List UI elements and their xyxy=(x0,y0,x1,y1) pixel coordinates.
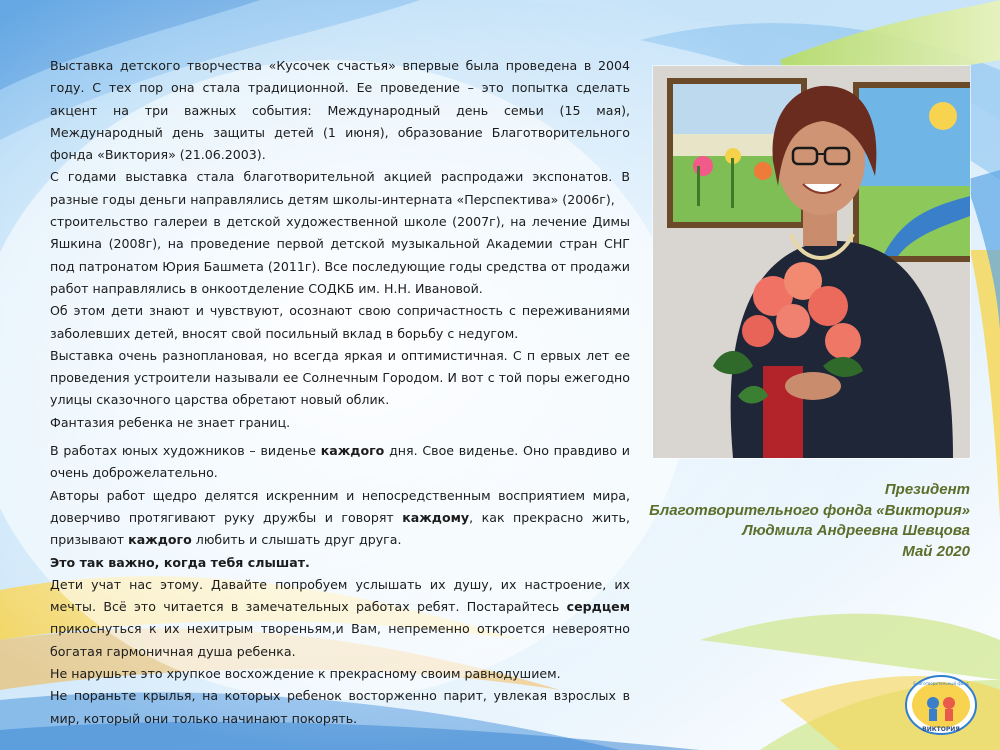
paragraph-6: Фантазия ребенка не знает границ. xyxy=(50,414,291,430)
caption-date: Май 2020 xyxy=(902,542,970,560)
signature-caption xyxy=(649,480,970,562)
logo-arc-text: Благотворительный фонд xyxy=(913,681,969,686)
caption-person-name: Людмила Андреевна Шевцова xyxy=(742,522,970,539)
paragraph-2: С годами выставка стала благотворительной акцией распродажи экспонатов. В разные годы деньги направлялись детям школы-интерната «Перспектива» (2006г), xyxy=(50,169,630,207)
paragraph-11: Не нарушьте это хрупкое восхождение к прекрасному своим равнодушием. xyxy=(50,666,561,682)
article-text xyxy=(50,55,630,730)
paragraph-10: Дети учат нас этому. Давайте попробуем услышать их душу, их настроение, их мечты. Всё это читается в замечательных работах ребят. Постарайтесь сердцем прикоснуться к их нехитрым твореньям,и Вам, непременно откроется невероятно богатая гармоничная душа ребенка. xyxy=(50,576,630,659)
paragraph-7: В работах юных художников – виденье каждого дня. Свое виденье. Оно правдиво и очень доброжелательно. xyxy=(50,443,630,481)
paragraph-12: Не пораньте крылья, на которых ребенок восторженно парит, увлекая взрослых в мир, который они только начинают покорять. xyxy=(50,688,630,726)
portrait-photo xyxy=(653,66,970,458)
emphasis: сердцем xyxy=(566,599,630,615)
paragraph-4: Об этом дети знают и чувствуют, осознают свою сопричастность с переживаниями заболевших детей, вносят свой посильный вклад в борьбу с недугом. xyxy=(50,303,630,341)
caption-title: Президент xyxy=(884,481,970,498)
paragraph-3: строительство галереи в детской художественной школе (2007г), на лечение Димы Яшкина (2008г), на проведение первой детской музыкальной Академии стран СНГ под патронатом Юрия Башмета (2011г). Все последующие годы средства от продажи работ направлялись в онкоотделение СОДКБ им. Н.Н. Ивановой. xyxy=(50,214,630,296)
foundation-logo xyxy=(905,675,977,735)
paragraph-5: Выставка очень разноплановая, но всегда яркая и оптимистичная. С п ервых лет ее проведения устроители называли ее Солнечным Городом. И вот с той поры ежегодно улицы сказочного царства обретают новый облик. xyxy=(50,347,630,408)
portrait-illustration xyxy=(653,66,970,458)
emphasis: каждому xyxy=(402,509,470,525)
paragraph-9: Это так важно, когда тебя слышат. xyxy=(50,554,310,570)
logo-name: ВИКТОРИЯ xyxy=(922,726,960,733)
paragraph-8: Авторы работ щедро делятся искренним и непосредственным восприятием мира, доверчиво протягивают руку дружбы и говорят каждому, как прекрасно жить, призывают каждого любить и слышать друг друга. xyxy=(50,487,630,548)
paragraph-1: Выставка детского творчества «Кусочек счастья» впервые была проведена в 2004 году. С тех пор она стала традиционной. Ее проведение – это попытка сделать акцент на три важных события: Международный день семьи (15 мая), Международный день защиты детей (1 июня), образование Благотворительного фонда «Виктория» (21.06.2003). xyxy=(50,58,630,163)
caption-organization: Благотворительного фонда «Виктория» xyxy=(649,501,970,519)
emphasis: каждого xyxy=(128,532,192,548)
emphasis: каждого xyxy=(320,443,385,459)
